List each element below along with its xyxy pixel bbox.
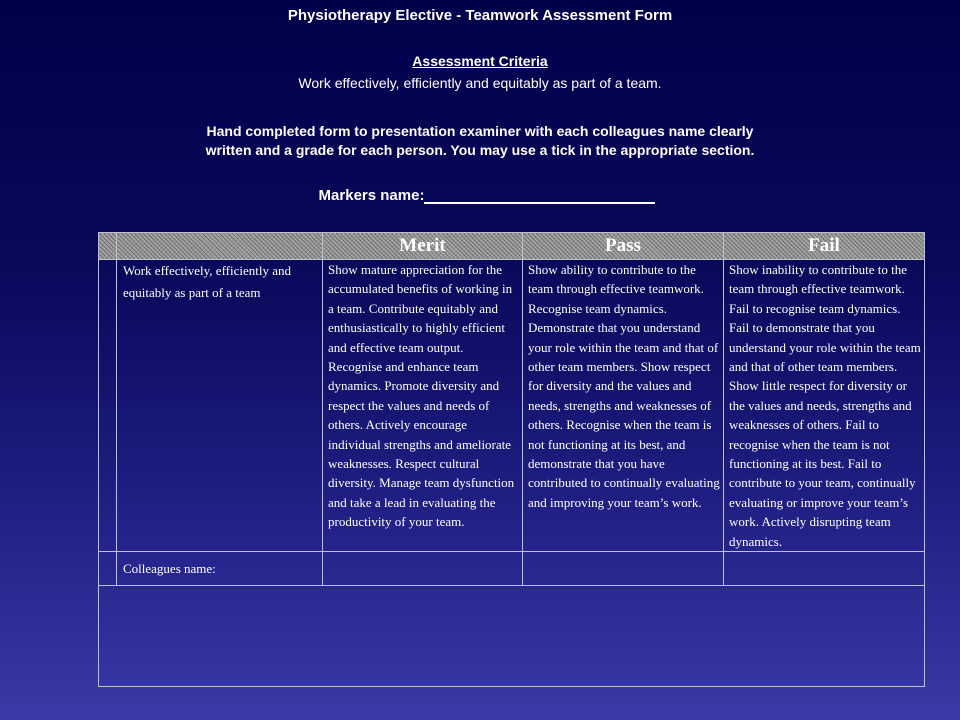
header-fail: Fail [724,233,925,260]
pass-description[interactable]: Show ability to contribute to the team through effective teamwork. Recognise team dynamics. Demonstrate that you understand your role within the team and that of other team members. Show respect for diversity and the values and needs, strengths and weaknesses of others. Recognise when the team is not functioning at its best, and demonstrate that you have contributed to continually evaluating and improving your team’s work. [523,260,724,552]
pass-tick-cell[interactable] [523,552,724,586]
markers-name-field[interactable] [424,186,655,204]
header-cell-blank [99,233,117,260]
fail-description[interactable]: Show inability to contribute to the team through effective teamwork. Fail to recognise team dynamics. Fail to demonstrate that you understand your role within the team and that of other team members. Show little respect for diversity or the values and needs, strengths and weaknesses of others. Fail to recognise when the team is not functioning at its best. Fail to contribute to your team, continually evaluating or improve your team’s work. Actively disrupting team dynamics. [724,260,925,552]
fail-tick-cell[interactable] [724,552,925,586]
entry-area[interactable] [99,586,925,687]
colleagues-name-label: Colleagues name: [117,552,323,586]
markers-name-label: Markers name: [318,187,425,204]
entry-row [99,586,925,687]
colleagues-marker-cell [99,552,117,586]
merit-tick-cell[interactable] [323,552,523,586]
criteria-text: Work effectively, efficiently and equitably as part of a team. [298,75,662,91]
instructions [0,122,960,160]
form-title: Physiotherapy Elective - Teamwork Assessment Form [287,7,673,24]
criteria-heading: Assessment Criteria [412,53,548,69]
assessment-table [98,232,925,687]
criteria-row [99,260,925,552]
markers-name-row [0,186,960,204]
instruction-line-1: Hand completed form to presentation examiner with each colleagues name clearly [206,123,754,139]
header-cell-criterion [117,233,323,260]
row-marker-cell [99,260,117,552]
instruction-line-2: written and a grade for each person. You may use a tick in the appropriate section. [205,142,755,158]
table-header-row [99,233,925,260]
header-pass: Pass [523,233,724,260]
header-merit: Merit [323,233,523,260]
colleagues-row [99,552,925,586]
criterion-cell: Work effectively, efficiently and equitably as part of a team [117,260,323,552]
merit-description[interactable]: Show mature appreciation for the accumulated benefits of working in a team. Contribute equitably and enthusiastically to highly efficient and effective team output. Recognise and enhance team dynamics. Promote diversity and respect the values and needs of others. Actively encourage individual strengths and ameliorate weaknesses. Respect cultural diversity. Manage team dysfunction and take a lead in evaluating the productivity of your team. [323,260,523,552]
